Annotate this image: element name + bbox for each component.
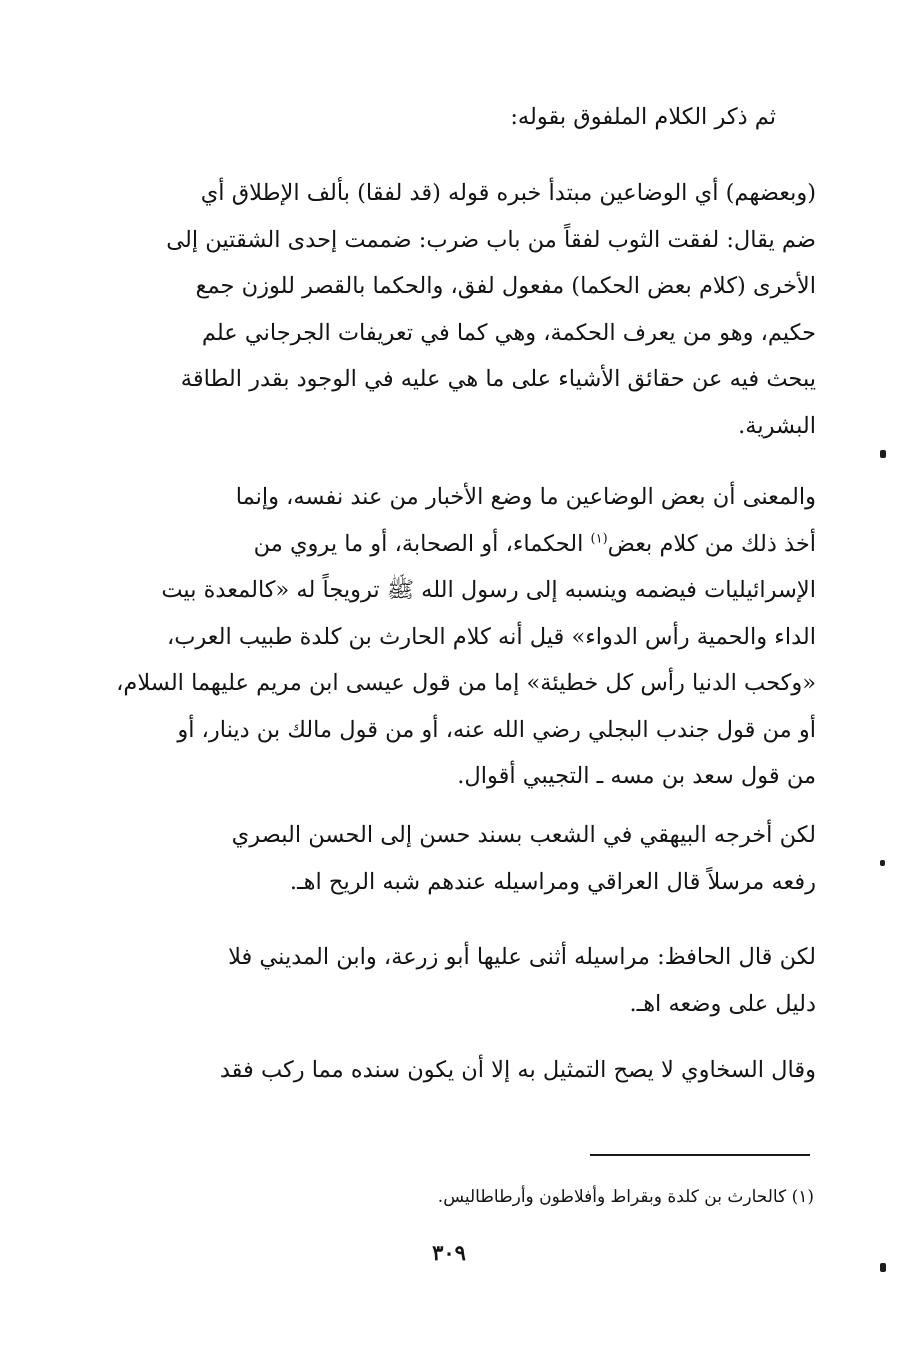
paragraph-line: البشرية. (738, 412, 816, 439)
footnote: (١) كالحارث بن كلدة وبقراط وأفلاطون وأرطاطاليس. (437, 1187, 814, 1207)
paragraph-line: الإسرائيليات فيضمه وينسبه إلى رسول الله ﷺ ترويجاً له «كالمعدة بيت (161, 577, 816, 603)
paragraph-line: من قول سعد بن مسه ـ التجيبي أقوال. (457, 763, 816, 789)
paragraph-line: لكن أخرجه البيهقي في الشعب بسند حسن إلى الحسن البصري (231, 822, 816, 848)
paragraph-3 (116, 812, 816, 905)
paragraph-1 (116, 170, 816, 449)
margin-mark (880, 860, 885, 866)
paragraph-line: أو من قول جندب البجلي رضي الله عنه، أو من قول مالك بن دينار، أو (177, 716, 816, 743)
page-number: ٣٠٩ (432, 1240, 466, 1265)
footnote-reference[interactable]: (١) (590, 531, 608, 546)
paragraph-line: دليل على وضعه اهـ. (629, 990, 816, 1017)
paragraph-line: لكن قال الحافظ: مراسيله أثنى عليها أبو زرعة، وابن المديني فلا (228, 944, 816, 970)
paragraph-line: يبحث فيه عن حقائق الأشياء على ما هي عليه في الوجود بقدر الطاقة (180, 366, 816, 392)
paragraph-2 (116, 474, 816, 800)
margin-mark (880, 1263, 886, 1272)
paragraph-line-end: الحكماء، أو الصحابة، أو ما يروي من (253, 530, 584, 557)
paragraph-line-start: أخذ ذلك من كلام بعض (607, 530, 816, 557)
paragraph-line (116, 521, 816, 568)
paragraph-line: والمعنى أن بعض الوضاعين ما وضع الأخبار من عند نفسه، وإنما (235, 484, 816, 510)
paragraph-5 (116, 1047, 816, 1094)
paragraph-line: رفعه مرسلاً قال العراقي ومراسيله عندهم شبه الريح اهـ. (289, 868, 816, 895)
paragraph-line: وقال السخاوي لا يصح التمثيل به إلا أن يكون سنده مما ركب فقد (219, 1057, 816, 1083)
paragraph-line: حكيم، وهو من يعرف الحكمة، وهي كما في تعريفات الجرجاني علم (201, 319, 816, 346)
paragraph-line: (وبعضهم) أي الوضاعين مبتدأ خبره قوله (قد لفقا) بألف الإطلاق أي (200, 180, 816, 206)
paragraph-line: «وكحب الدنيا رأس كل خطيئة» إما من قول عيسى ابن مريم عليهما السلام، (116, 670, 816, 696)
paragraph-line: الداء والحمية رأس الدواء» قيل أنه كلام الحارث بن كلدة طبيب العرب، (166, 623, 816, 650)
paragraph-4 (116, 934, 816, 1027)
paragraph-line: ضم يقال: لفقت الثوب لفقاً من باب ضرب: ضممت إحدى الشقتين إلى (166, 226, 816, 253)
paragraph-line: الأخرى (كلام بعض الحكما) مفعول لفق، والحكما بالقصر للوزن جمع (195, 273, 816, 299)
margin-mark (880, 450, 886, 458)
section-intro (116, 94, 816, 140)
footnote-divider (590, 1154, 810, 1156)
intro-text: ثم ذكر الكلام الملفوق بقوله: (510, 104, 776, 130)
